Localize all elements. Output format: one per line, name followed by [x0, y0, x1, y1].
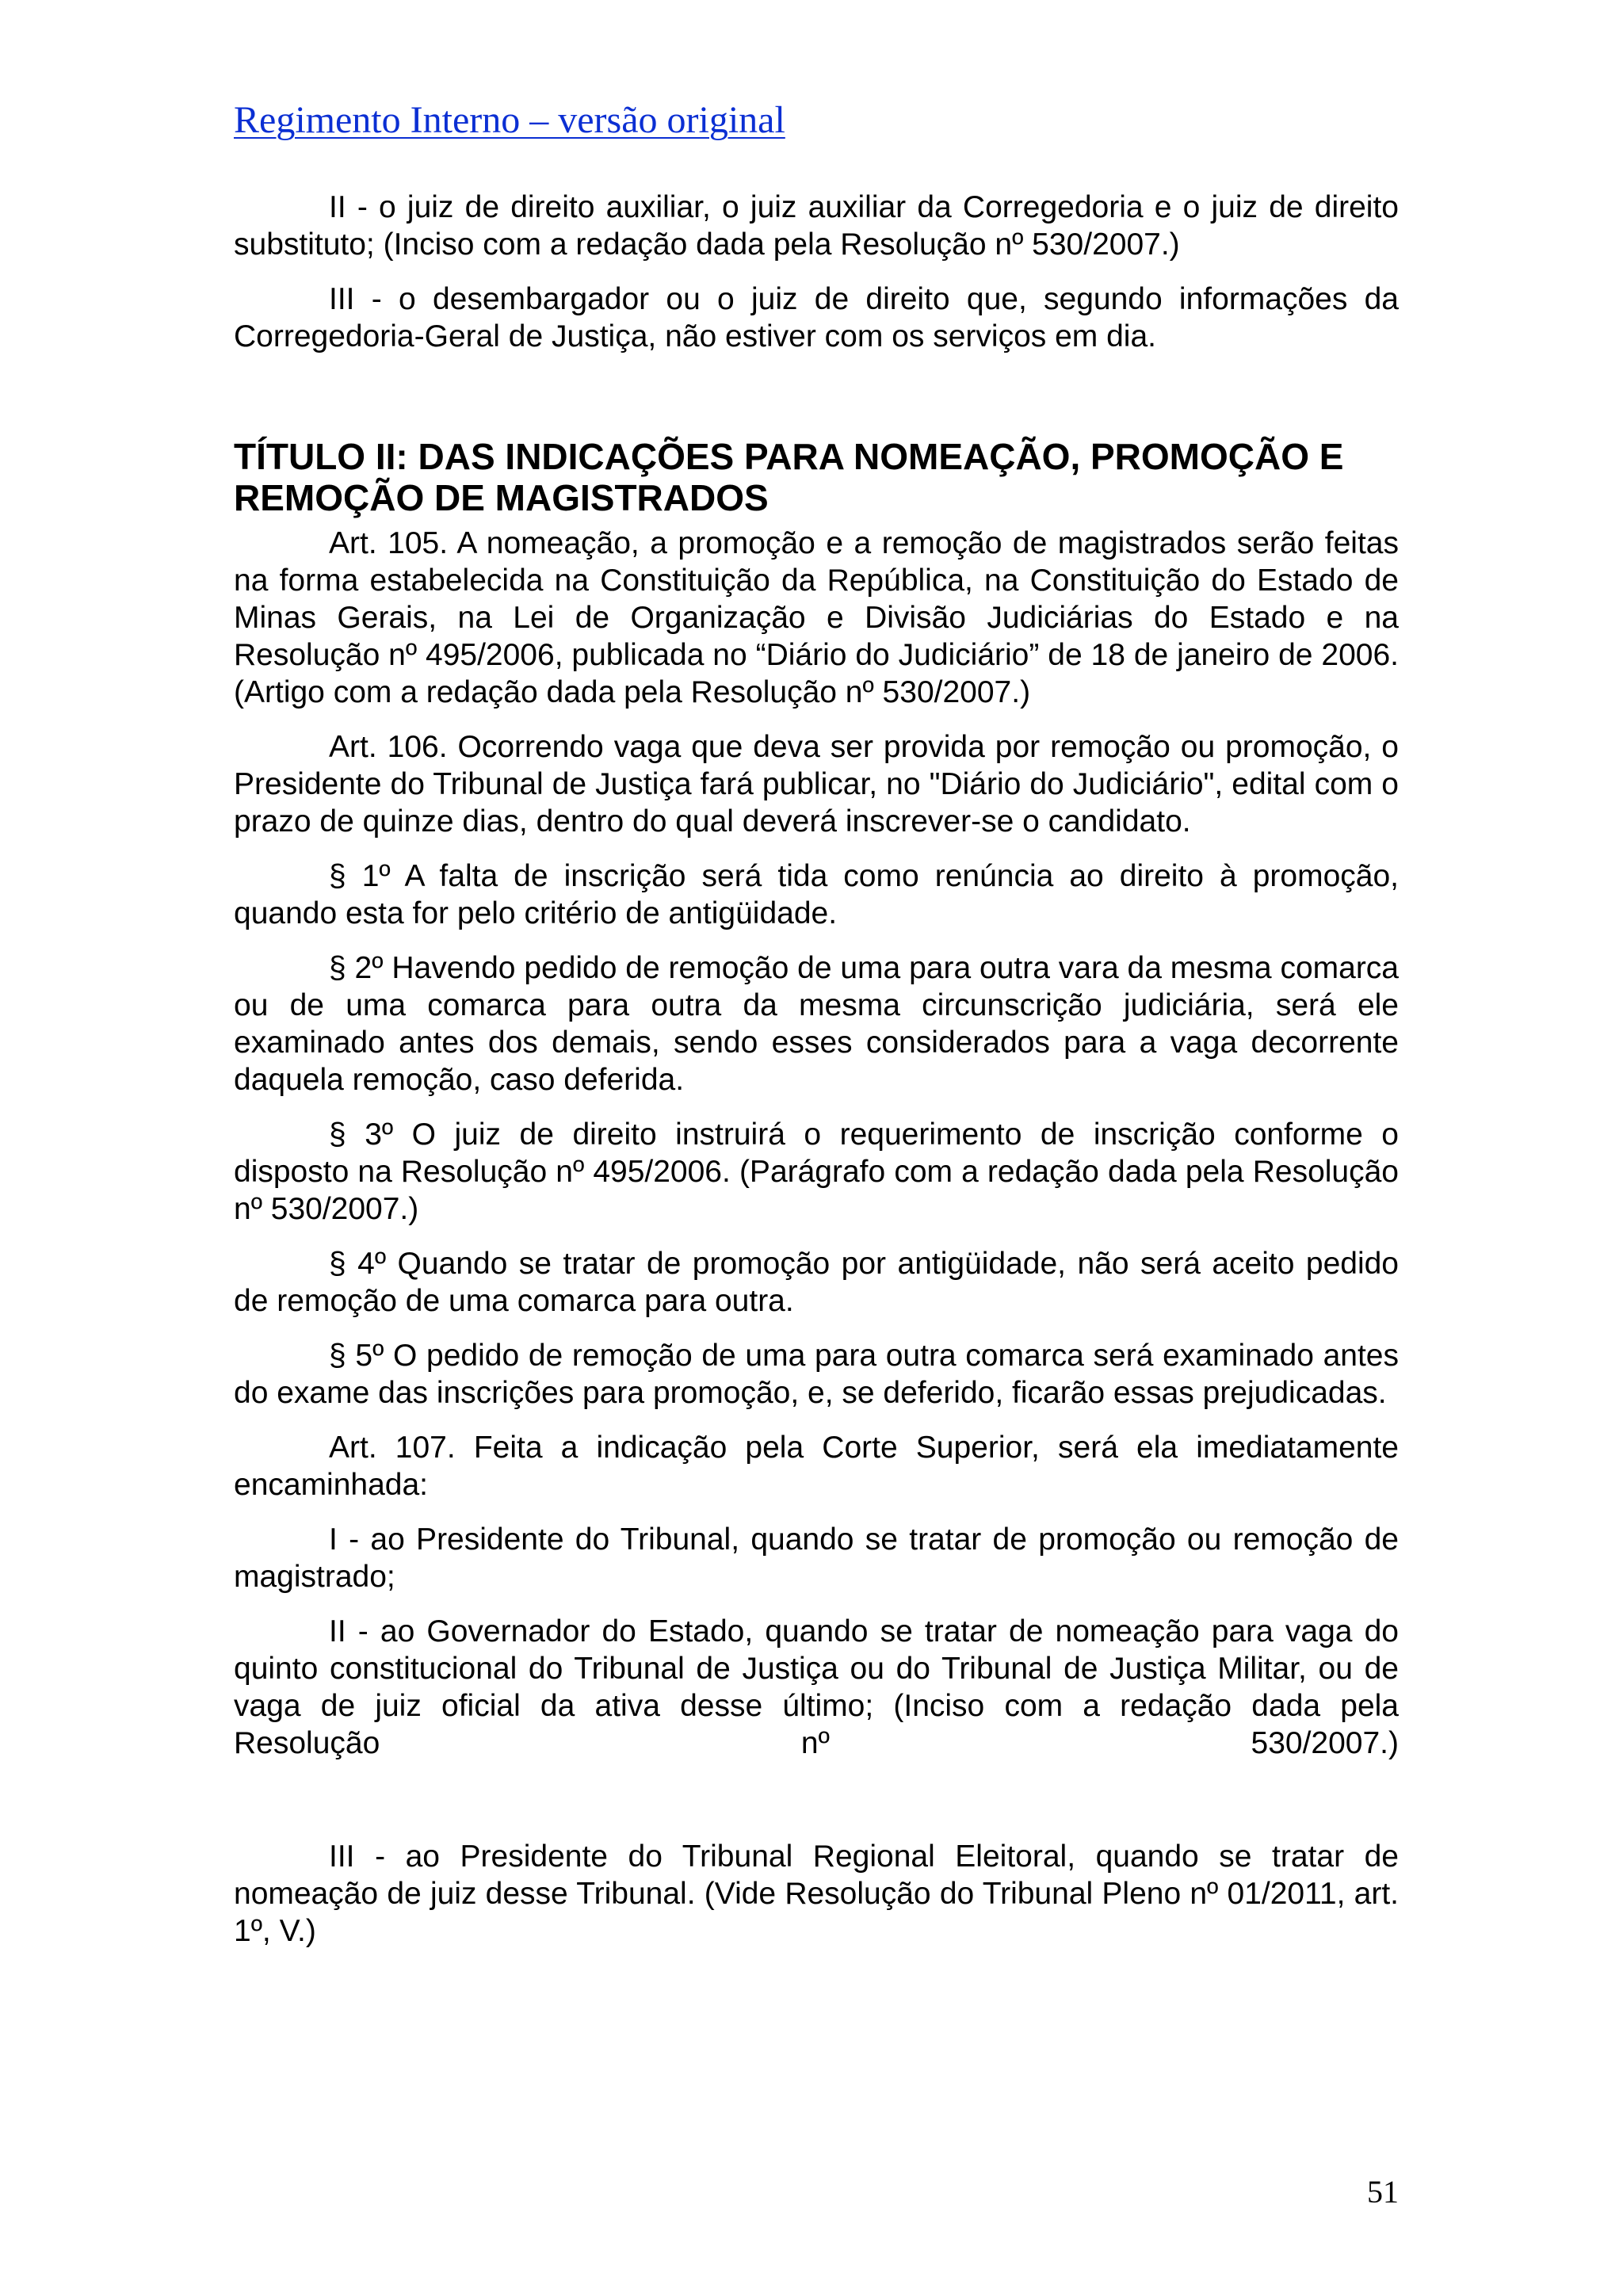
art-106-paragraph-3: § 3º O juiz de direito instruirá o requerimento de inscrição conforme o disposto na Resolução nº 495/2006. (Parágrafo com a redação dada pela Resolução nº 530/2007.) [234, 1117, 1399, 1226]
art-107-paragraph: Art. 107. Feita a indicação pela Corte Superior, será ela imediatamente encaminhada: [234, 1431, 1399, 1502]
art-107-inciso-i: I - ao Presidente do Tribunal, quando se tratar de promoção ou remoção de magistrado; [234, 1522, 1399, 1594]
art-106-paragraph-4: § 4º Quando se tratar de promoção por antigüidade, não será aceito pedido de remoção de uma comarca para outra. [234, 1247, 1399, 1318]
art-107-inciso-ii: II - ao Governador do Estado, quando se tratar de nomeação para vaga do quinto constitucional do Tribunal de Justiça ou do Tribunal de Justiça Militar, ou de vaga de juiz oficial da ativa desse último; (Inciso com a redação dada pela Resolução nº 530/2007.) [234, 1614, 1399, 1760]
art-105-paragraph: Art. 105. A nomeação, a promoção e a remoção de magistrados serão feitas na forma estabelecida na Constituição da República, na Constituição do Estado de Minas Gerais, na Lei de Organização e Divisão Judiciárias do Estado e na Resolução nº 495/2006, publicada no “Diário do Judiciário” de 18 de janeiro de 2006. (Artigo com a redação dada pela Resolução nº 530/2007.) [234, 526, 1399, 709]
document-header-title: Regimento Interno – versão original [234, 99, 785, 141]
art-107-inciso-iii: III - ao Presidente do Tribunal Regional Eleitoral, quando se tratar de nomeação de juiz desse Tribunal. (Vide Resolução do Tribunal Pleno nº 01/2011, art. 1º, V.) [234, 1839, 1399, 1948]
document-body [234, 189, 1399, 1950]
art-106-paragraph-2: § 2º Havendo pedido de remoção de uma para outra vara da mesma comarca ou de uma comarca para outra da mesma circunscrição judiciária, será ele examinado antes dos demais, sendo esses considerados para a vaga decorrente daquela remoção, caso deferida. [234, 951, 1399, 1097]
page-number: 51 [1367, 2174, 1399, 2210]
art-106-paragraph-1: § 1º A falta de inscrição será tida como renúncia ao direito à promoção, quando esta for pelo critério de antigüidade. [234, 859, 1399, 930]
inciso-iii-paragraph: III - o desembargador ou o juiz de direito que, segundo informações da Corregedoria-Geral de Justiça, não estiver com os serviços em dia. [234, 282, 1399, 353]
inciso-ii-paragraph: II - o juiz de direito auxiliar, o juiz auxiliar da Corregedoria e o juiz de direito substituto; (Inciso com a redação dada pela Resolução nº 530/2007.) [234, 190, 1399, 262]
art-106-paragraph: Art. 106. Ocorrendo vaga que deva ser provida por remoção ou promoção, o Presidente do Tribunal de Justiça fará publicar, no "Diário do Judiciário", edital com o prazo de quinze dias, dentro do qual deverá inscrever-se o candidato. [234, 730, 1399, 839]
section-title: TÍTULO II: DAS INDICAÇÕES PARA NOMEAÇÃO, PROMOÇÃO E REMOÇÃO DE MAGISTRADOS [234, 436, 1344, 518]
art-106-paragraph-5: § 5º O pedido de remoção de uma para outra comarca será examinado antes do exame das inscrições para promoção, e, se deferido, ficarão essas prejudicadas. [234, 1339, 1399, 1410]
